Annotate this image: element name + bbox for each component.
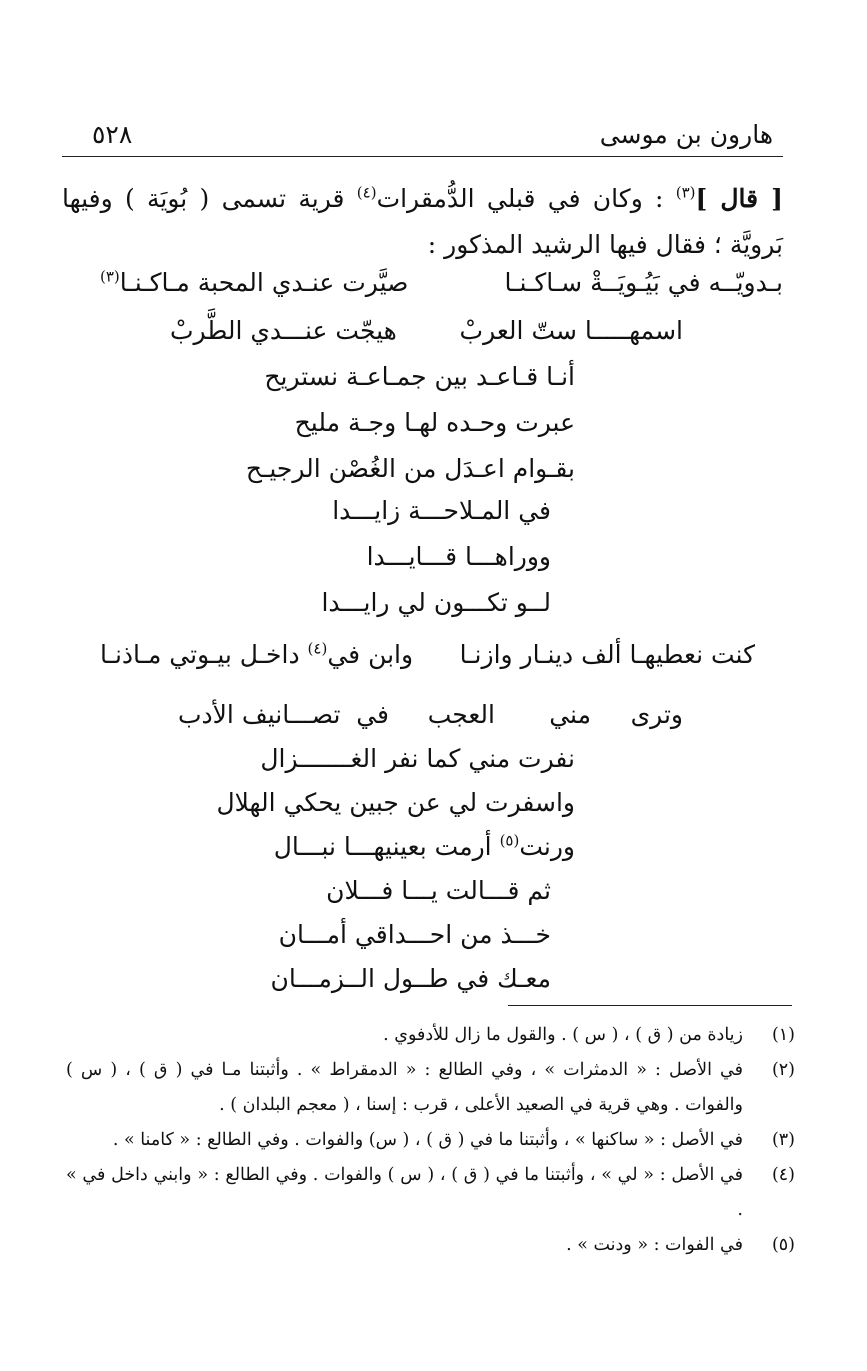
- prose-text: : وكان في قبلي الدُّمقرات: [376, 184, 676, 213]
- running-title: هارون بن موسى: [599, 120, 773, 149]
- hemistich-right: بـدويّــه في بَيُـويَــةْ سـاكـنـا: [504, 268, 783, 297]
- footnote-number: (٢): [771, 1060, 795, 1080]
- verse-word: مني: [549, 700, 591, 729]
- footnote-text: زيادة من ( ق ) ، ( س ) . والقول ما زال للأدفوي .: [383, 1025, 743, 1045]
- footnote: [66, 1053, 795, 1123]
- verse-line: خـــذ من احـــداقي أمـــان: [278, 920, 551, 949]
- footnote-divider: [508, 1005, 792, 1006]
- footnote-ref: (٤): [307, 639, 328, 658]
- hemistich-left: هيجّت عنـــدي الطَّربْ: [170, 316, 397, 345]
- footnote-ref: (٥): [499, 831, 520, 850]
- verse-line: ورنت$^{(٥)}$ أرمت بعينيهـــا نبـــال: [273, 831, 575, 861]
- footnote-ref: (٤): [356, 183, 377, 202]
- verse-line: [170, 316, 683, 356]
- prose-text: قرية تسمى ( بُويَة ) وفيها بَرويَّة ؛ فقال فيها الرشيد المذكور :: [62, 184, 783, 259]
- running-header: [62, 114, 783, 157]
- verse-line: في المـلاحـــة زايـــدا: [332, 496, 551, 525]
- verse-line: ثم قـــالت يـــا فـــلان: [326, 876, 551, 905]
- footnote-ref: (٣): [100, 267, 120, 286]
- hemistich-left: صيَّرت عنـدي المحبة مـاكـنـا$^{(٣)}$: [100, 267, 409, 297]
- footnote: [66, 1018, 795, 1053]
- verse-line: [100, 640, 755, 680]
- verse-line: [178, 700, 683, 740]
- verse-word: تصـــانيف الأدب: [178, 700, 341, 729]
- verse-word: وترى: [630, 700, 683, 729]
- footnotes: [66, 1018, 795, 1263]
- verse-line: أنـا قـاعـد بين جمـاعـة نستريح: [264, 362, 575, 391]
- hemistich-left: وابن في$^{(٤)}$ داخـل بيـوتي مـاذنـا: [100, 639, 414, 669]
- footnote: [66, 1123, 795, 1158]
- footnote: [66, 1158, 795, 1228]
- verse-line: بقـوام اعـدَل من الغُصْن الرجيـح: [245, 454, 575, 483]
- page-number: ٥٢٨: [92, 120, 133, 149]
- footnote-number: (٤): [771, 1165, 795, 1185]
- footnote-number: (٥): [771, 1235, 795, 1255]
- footnote-number: (٣): [771, 1130, 795, 1150]
- verse-line: ووراهـــا قـــايـــدا: [366, 542, 551, 571]
- verse-word: العجب: [427, 700, 495, 729]
- verse-line: واسفرت لي عن جبين يحكي الهلال: [216, 788, 575, 817]
- intro-paragraph: [62, 176, 783, 268]
- verse-line: لــو تكـــون لي رايـــدا: [321, 588, 551, 617]
- footnote-ref: (٣): [675, 183, 696, 202]
- footnote-text: في الأصل : « لي » ، وأثبتنا ما في ( ق ) ، ( س ) والفوات . وفي الطالع : « وابني داخل في » .: [66, 1165, 743, 1220]
- footnote-number: (١): [771, 1025, 795, 1045]
- footnote-text: في الأصل : « الدمثرات » ، وفي الطالع : « الدمقراط » . وأثبتنا مـا في ( ق ) ، ( س ) والفوات . وهي قرية في الصعيد الأعلى ، قرب : إسنا ، ( معجم البلدان ) .: [66, 1060, 743, 1115]
- bracket-insert: [ قال ]: [695, 184, 783, 213]
- footnote-text: في الأصل : « ساكنها » ، وأثبتنا ما في ( ق ) ، ( س) والفوات . وفي الطالع : « كامنا » .: [112, 1130, 743, 1150]
- hemistich-right: كنت نعطيهـا ألف دينـار وازنـا: [459, 640, 755, 669]
- verse-line: [100, 268, 783, 308]
- verse-line: نفرت مني كما نفر الغـــــــزال: [260, 744, 575, 773]
- verse-line: معـك في طــول الــزمـــان: [270, 964, 551, 993]
- footnote: [66, 1228, 795, 1263]
- verse-line: عبرت وحـده لهـا وجـة مليح: [294, 408, 575, 437]
- footnote-text: في الفوات : « ودنت » .: [566, 1235, 743, 1255]
- verse-word: في: [356, 700, 389, 729]
- hemistich-right: اسمهـــــا ستّ العربْ: [459, 316, 683, 345]
